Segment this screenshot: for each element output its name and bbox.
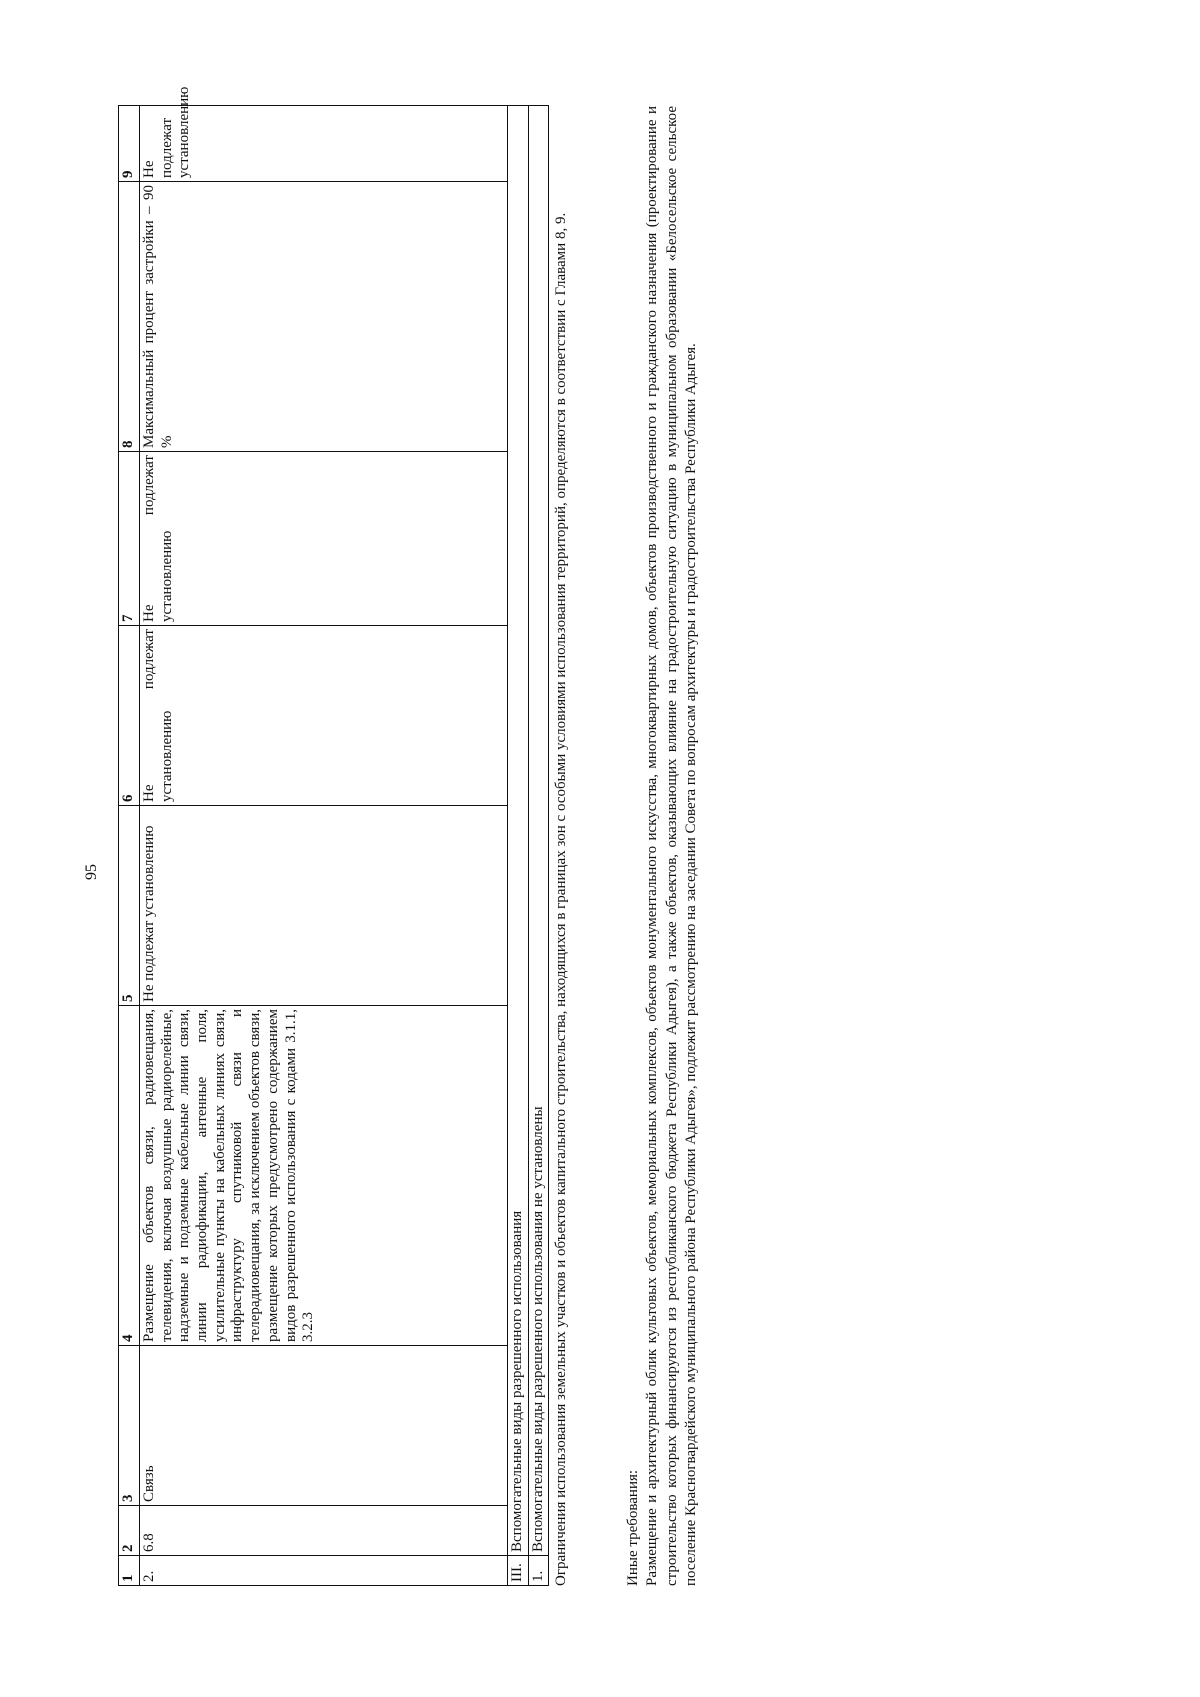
header-cell: 5 bbox=[119, 806, 140, 1006]
row-code: 6.8 bbox=[140, 1506, 508, 1556]
page-number: 95 bbox=[83, 864, 100, 880]
section-title: Вспомогательные виды разрешенного использования bbox=[508, 106, 529, 1556]
limits-paragraph: Ограничения использования земельных участков и объектов капитального строительства, находящихся в границах зон с особыми условиями использования территорий, определяются в соответствии с Главами 8, 9. bbox=[553, 212, 570, 1586]
row-col5: Не подлежат установлению bbox=[140, 806, 508, 1006]
rotated-page-content bbox=[118, 86, 778, 1586]
header-cell: 3 bbox=[119, 1346, 140, 1506]
section-item-text: Вспомогательные виды разрешенного использования не установлены bbox=[528, 106, 549, 1556]
row-description: Размещение объектов связи, радиовещания, телевидения, включая воздушные радиорелейные, надземные и подземные кабельные линии связи, линии радиофикации, антенные поля, усилительные пункты на кабельных линиях связи, инфраструктуру спутниковой связи и телерадиовещания, за исключением объектов связи, размещение которых предусмотрено содержанием видов разрешенного использования с кодами 3.1.1, 3.2.3 bbox=[140, 1006, 508, 1346]
section-row bbox=[508, 106, 529, 1586]
other-requirements-text: Размещение и архитектурный облик культовых объектов, мемориальных комплексов, объектов монументального искусства, многоквартирных домов, объектов производственного и гражданского назначения (проектирование и строительство которых финансируются из республиканского бюджета Республики Адыгея), а также объектов, оказывающих влияние на градостроительную ситуацию в муниципальном образовании «Белосельское сельское поселение Красногвардейского муниципального района Республики Адыгея», подлежит рассмотрению на заседании Совета по вопросам архитектуры и градостроительства Республики Адыгея. bbox=[644, 106, 700, 1586]
header-cell: 1 bbox=[119, 1556, 140, 1586]
header-cell: 4 bbox=[119, 1006, 140, 1346]
header-cell: 9 bbox=[119, 106, 140, 182]
other-requirements-title: Иные требования: bbox=[624, 1469, 641, 1586]
row-name: Связь bbox=[140, 1346, 508, 1506]
section-item-number: 1. bbox=[528, 1556, 549, 1586]
section-item-row bbox=[528, 106, 549, 1586]
section-number: III. bbox=[508, 1556, 529, 1586]
table-row bbox=[140, 106, 508, 1586]
row-number: 2. bbox=[140, 1556, 508, 1586]
header-cell: 7 bbox=[119, 452, 140, 626]
row-col7: Не подлежат установлению bbox=[140, 452, 508, 626]
table-header-row bbox=[119, 106, 140, 1586]
header-cell: 8 bbox=[119, 182, 140, 452]
header-cell: 2 bbox=[119, 1506, 140, 1556]
row-col9: Не подлежат установлению bbox=[140, 106, 508, 182]
row-col8: Максимальный процент застройки – 90 % bbox=[140, 182, 508, 452]
header-cell: 6 bbox=[119, 626, 140, 806]
row-col6: Не подлежат установлению bbox=[140, 626, 508, 806]
zoning-table bbox=[118, 86, 549, 1586]
